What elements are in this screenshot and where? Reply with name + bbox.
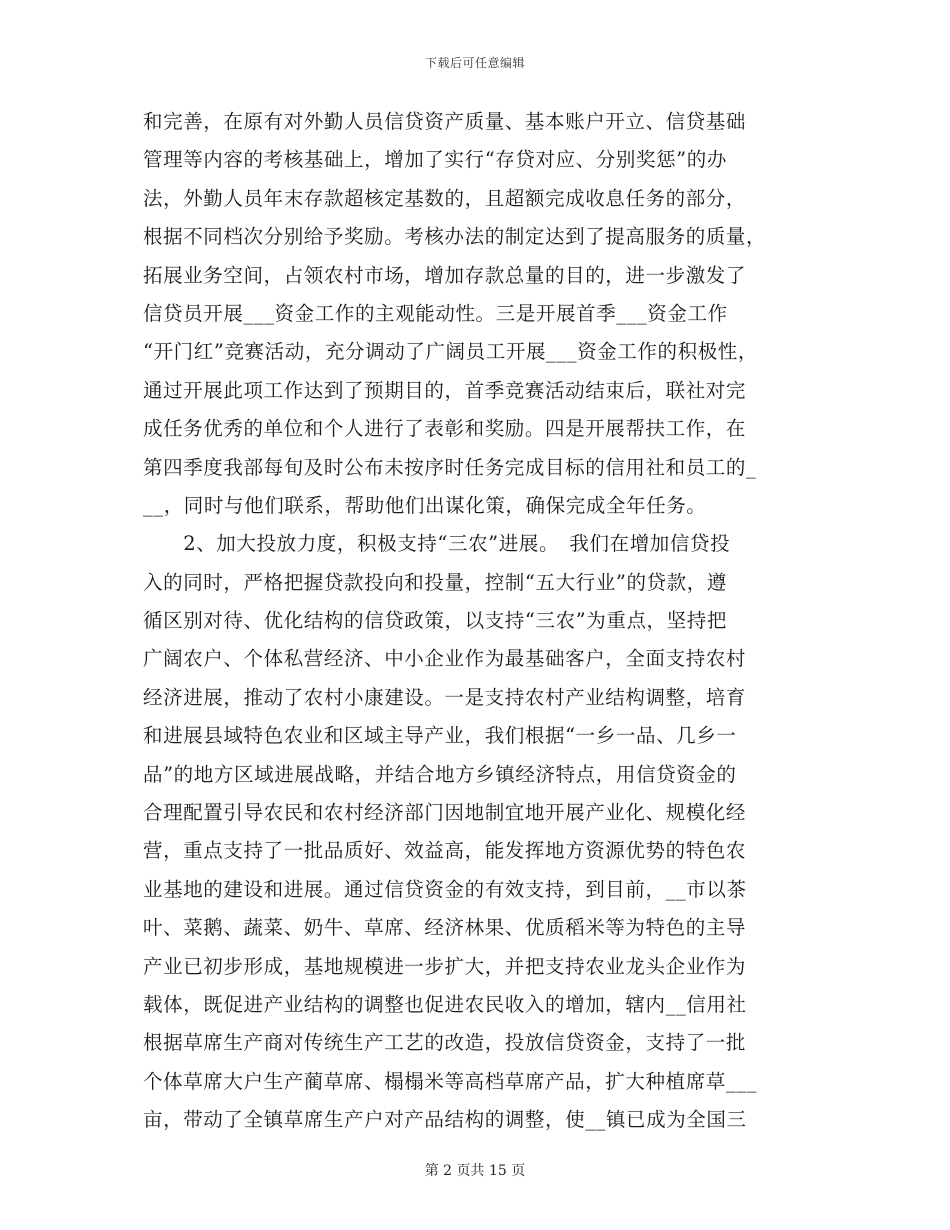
body-line: 拓展业务空间，占领农村市场，增加存款总量的目的，进一步激发了 [143,263,747,287]
body-line: 经济进展，推动了农村小康建设。一是支持农村产业结构调整，培育 [143,685,747,709]
body-line: “开门红”竞赛活动，充分调动了广阔员工开展___资金工作的积极性， [143,340,758,364]
body-line: 根据不同档次分别给予奖励。考核办法的制定达到了提高服务的质量， [143,225,767,249]
body-line: 营，重点支持了一批品质好、效益高，能发挥地方资源优势的特色农 [143,839,747,863]
body-line: 2、加大投放力度，积极支持“三农”进展。 我们在增加信贷投 [143,532,731,556]
body-line: 品”的地方区域进展战略，并结合地方乡镇经济特点，用信贷资金的 [143,762,737,786]
body-line: 法，外勤人员年末存款超核定基数的，且超额完成收息任务的部分， [143,186,747,210]
body-line: 成任务优秀的单位和个人进行了表彰和奖励。四是开展帮扶工作，在 [143,417,747,441]
page-footer: 第 2 页共 15 页 [424,1163,526,1179]
body-line: __，同时与他们联系，帮助他们出谋化策，确保完成全年任务。 [143,493,707,517]
body-line: 广阔农户、个体私营经济、中小企业作为最基础客户，全面支持农村 [143,647,747,671]
document-body [143,103,823,1140]
body-line: 合理配置引导农民和农村经济部门因地制宜地开展产业化、规模化经 [143,801,747,825]
body-line: 根据草席生产商对传统生产工艺的改造，投放信贷资金，支持了一批 [143,1031,747,1055]
body-line: 业基地的建设和进展。通过信贷资金的有效支持，到目前，__市以茶 [143,877,747,901]
body-line: 循区别对待、优化结构的信贷政策，以支持“三农”为重点，坚持把 [143,609,727,633]
body-line: 和进展县域特色农业和区域主导产业，我们根据“一乡一品、几乡一 [143,724,737,748]
body-line: 信贷员开展___资金工作的主观能动性。三是开展首季___资金工作 [143,301,728,325]
body-line: 第四季度我部每旬及时公布未按序时任务完成目标的信用社和员工的_ [143,455,757,479]
page-header: 下载后可任意编辑 [424,56,525,70]
body-line: 通过开展此项工作达到了预期目的，首季竞赛活动结束后，联社对完 [143,378,747,402]
body-line: 个体草席大户生产蔺草席、榻榻米等高档草席产品，扩大种植席草___ [143,1069,757,1093]
body-line: 载体，既促进产业结构的调整也促进农民收入的增加，辖内__信用社 [143,992,747,1016]
body-line: 管理等内容的考核基础上，增加了实行“存贷对应、分别奖惩”的办 [143,148,727,172]
body-line: 亩，带动了全镇草席生产户对产品结构的调整，使__镇已成为全国三 [143,1108,747,1132]
body-line: 产业已初步形成，基地规模进一步扩大，并把支持农业龙头企业作为 [143,954,747,978]
body-line: 入的同时，严格把握贷款投向和投量，控制“五大行业”的贷款，遵 [143,570,727,594]
body-line: 和完善，在原有对外勤人员信贷资产质量、基本账户开立、信贷基础 [143,110,747,133]
body-line: 叶、菜鹅、蔬菜、奶牛、草席、经济林果、优质稻米等为特色的主导 [143,916,747,940]
